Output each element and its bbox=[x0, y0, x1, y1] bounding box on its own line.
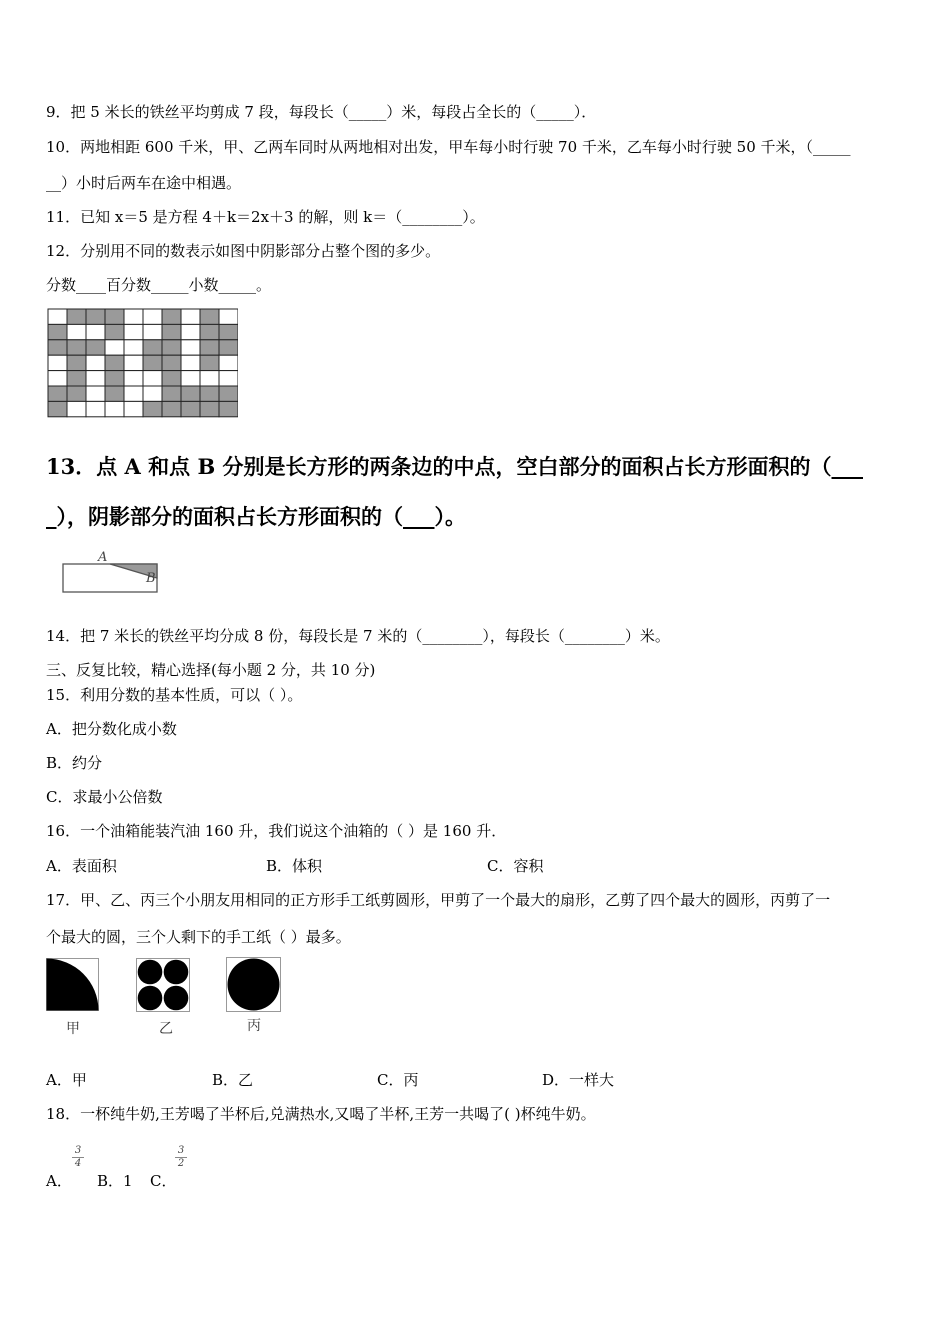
q17-option-a[interactable]: A．甲 bbox=[46, 1071, 87, 1089]
grid-cell bbox=[219, 386, 238, 401]
fraction-denominator: 2 bbox=[177, 1158, 185, 1169]
grid-cell bbox=[200, 309, 219, 324]
question-17-line-1: 17．甲、乙、丙三个小朋友用相同的正方形手工纸剪圆形，甲剪了一个最大的扇形，乙剪了四个最大的圆形，丙剪了一 bbox=[46, 891, 831, 909]
grid-cell bbox=[181, 401, 200, 416]
small-circle bbox=[164, 986, 189, 1011]
grid-cell bbox=[181, 386, 200, 401]
grid-cell bbox=[143, 340, 162, 355]
grid-cell bbox=[162, 309, 181, 324]
point-b-label: B bbox=[146, 571, 156, 586]
grid-cell bbox=[67, 340, 86, 355]
grid-cell bbox=[67, 355, 86, 370]
grid-cell bbox=[124, 355, 143, 370]
caption-bing: 丙 bbox=[247, 1018, 261, 1034]
q18-option-a[interactable]: A． bbox=[46, 1172, 72, 1190]
q16-option-a[interactable]: A．表面积 bbox=[46, 857, 117, 875]
shaded-grid-figure bbox=[47, 308, 238, 418]
grid-cell bbox=[105, 355, 124, 370]
grid-cell bbox=[181, 309, 200, 324]
grid-cell bbox=[105, 401, 124, 416]
grid-cell bbox=[200, 340, 219, 355]
rectangle-midpoint-figure bbox=[60, 548, 170, 596]
grid-cell bbox=[105, 309, 124, 324]
grid-cell bbox=[67, 371, 86, 386]
grid-cell bbox=[219, 340, 238, 355]
grid-cell bbox=[181, 371, 200, 386]
grid-cell bbox=[124, 371, 143, 386]
question-15: 15．利用分数的基本性质，可以（ ）。 bbox=[46, 686, 303, 704]
q15-option-c[interactable]: C．求最小公倍数 bbox=[46, 788, 163, 806]
question-10-line-1: 10．两地相距 600 千米，甲、乙两车同时从两地相对出发，甲车每小时行驶 70 千米，乙车每小时行驶 50 千米，（_____ bbox=[46, 138, 851, 156]
grid-cell bbox=[124, 401, 143, 416]
grid-cell bbox=[143, 324, 162, 339]
q15-option-b[interactable]: B．约分 bbox=[46, 754, 103, 772]
grid-cell bbox=[181, 340, 200, 355]
q17-option-c[interactable]: C．丙 bbox=[377, 1071, 419, 1089]
grid-cell bbox=[124, 386, 143, 401]
grid-cell bbox=[162, 340, 181, 355]
question-13-line-1: 13．点 A 和点 B 分别是长方形的两条边的中点，空白部分的面积占长方形面积的（___ bbox=[46, 454, 864, 479]
grid-cell bbox=[162, 355, 181, 370]
q16-option-b[interactable]: B．体积 bbox=[266, 857, 323, 875]
fraction-denominator: 4 bbox=[74, 1158, 82, 1169]
grid-cell bbox=[181, 324, 200, 339]
grid-cell bbox=[105, 386, 124, 401]
point-a-label: A bbox=[98, 550, 108, 565]
grid-cell bbox=[219, 324, 238, 339]
grid-cell bbox=[67, 386, 86, 401]
grid-cell bbox=[124, 309, 143, 324]
question-18: 18．一杯纯牛奶,王芳喝了半杯后,兑满热水,又喝了半杯,王芳一共喝了( )杯纯牛奶。 bbox=[46, 1105, 596, 1123]
grid-cell bbox=[86, 324, 105, 339]
q15-option-a[interactable]: A．把分数化成小数 bbox=[46, 720, 177, 738]
grid-cell bbox=[48, 340, 67, 355]
caption-yi: 乙 bbox=[159, 1021, 173, 1037]
question-12-blanks: 分数____百分数_____小数_____。 bbox=[46, 276, 272, 294]
q17-option-b[interactable]: B．乙 bbox=[212, 1071, 254, 1089]
grid-cell bbox=[86, 309, 105, 324]
grid-cell bbox=[67, 309, 86, 324]
paper-yi-figure bbox=[136, 958, 191, 1013]
q18-option-b[interactable]: B．1 bbox=[97, 1172, 133, 1190]
grid-cell bbox=[86, 340, 105, 355]
small-circle bbox=[138, 986, 163, 1011]
grid-cell bbox=[181, 355, 200, 370]
grid-cell bbox=[219, 309, 238, 324]
fraction-numerator: 3 bbox=[177, 1145, 185, 1156]
grid-cell bbox=[48, 401, 67, 416]
grid-cell bbox=[200, 324, 219, 339]
question-11: 11．已知 x＝5 是方程 4＋k＝2x＋3 的解，则 k＝（________）。 bbox=[46, 208, 485, 226]
grid-cell bbox=[105, 324, 124, 339]
grid-cell bbox=[48, 324, 67, 339]
grid-cell bbox=[48, 309, 67, 324]
grid-cell bbox=[200, 386, 219, 401]
question-13-line-2: _），阴影部分的面积占长方形面积的（___）。 bbox=[46, 504, 466, 529]
grid-cell bbox=[105, 340, 124, 355]
grid-cell bbox=[162, 371, 181, 386]
q18-option-c[interactable]: C． bbox=[150, 1172, 177, 1190]
grid-cell bbox=[162, 324, 181, 339]
grid-cell bbox=[86, 355, 105, 370]
small-circle bbox=[164, 960, 189, 985]
question-17-line-2: 个最大的圆，三个人剩下的手工纸（ ）最多。 bbox=[46, 928, 351, 946]
section-3-heading: 三、反复比较，精心选择(每小题 2 分，共 10 分) bbox=[46, 661, 376, 679]
grid-cell bbox=[86, 371, 105, 386]
grid-cell bbox=[200, 401, 219, 416]
grid-cell bbox=[143, 355, 162, 370]
question-16: 16．一个油箱能装汽油 160 升，我们说这个油箱的（ ）是 160 升． bbox=[46, 822, 507, 840]
grid-cell bbox=[200, 355, 219, 370]
grid-cell bbox=[143, 309, 162, 324]
grid-cell bbox=[124, 340, 143, 355]
grid-cell bbox=[143, 386, 162, 401]
grid-cell bbox=[86, 386, 105, 401]
large-circle bbox=[228, 959, 280, 1011]
paper-jia-figure bbox=[46, 958, 100, 1012]
grid-cell bbox=[48, 386, 67, 401]
question-14: 14．把 7 米长的铁丝平均分成 8 份，每段长是 7 米的（________），每段长（________）米。 bbox=[46, 627, 670, 645]
paper-bing-figure bbox=[226, 957, 282, 1013]
small-circle bbox=[138, 960, 163, 985]
question-12: 12．分别用不同的数表示如图中阴影部分占整个图的多少。 bbox=[46, 242, 441, 260]
grid-cell bbox=[219, 355, 238, 370]
q18-option-a-fraction bbox=[72, 1146, 84, 1169]
q18-option-c-fraction bbox=[175, 1146, 187, 1169]
grid-cell bbox=[219, 371, 238, 386]
caption-jia: 甲 bbox=[66, 1021, 80, 1037]
grid-cell bbox=[48, 371, 67, 386]
grid-cell bbox=[219, 401, 238, 416]
grid-cell bbox=[124, 324, 143, 339]
q17-option-d[interactable]: D．一样大 bbox=[542, 1071, 615, 1089]
fraction-numerator: 3 bbox=[74, 1145, 82, 1156]
grid-cell bbox=[162, 401, 181, 416]
grid-cell bbox=[67, 401, 86, 416]
question-10-line-2: __）小时后两车在途中相遇。 bbox=[46, 174, 242, 192]
grid-cell bbox=[48, 355, 67, 370]
question-9: 9．把 5 米长的铁丝平均剪成 7 段，每段长（_____）米，每段占全长的（_____）． bbox=[46, 103, 597, 121]
grid-cell bbox=[143, 401, 162, 416]
grid-cell bbox=[200, 371, 219, 386]
grid-cell bbox=[67, 324, 86, 339]
grid-cell bbox=[143, 371, 162, 386]
q16-option-c[interactable]: C．容积 bbox=[487, 857, 544, 875]
grid-cell bbox=[86, 401, 105, 416]
grid-cell bbox=[162, 386, 181, 401]
grid-cell bbox=[105, 371, 124, 386]
